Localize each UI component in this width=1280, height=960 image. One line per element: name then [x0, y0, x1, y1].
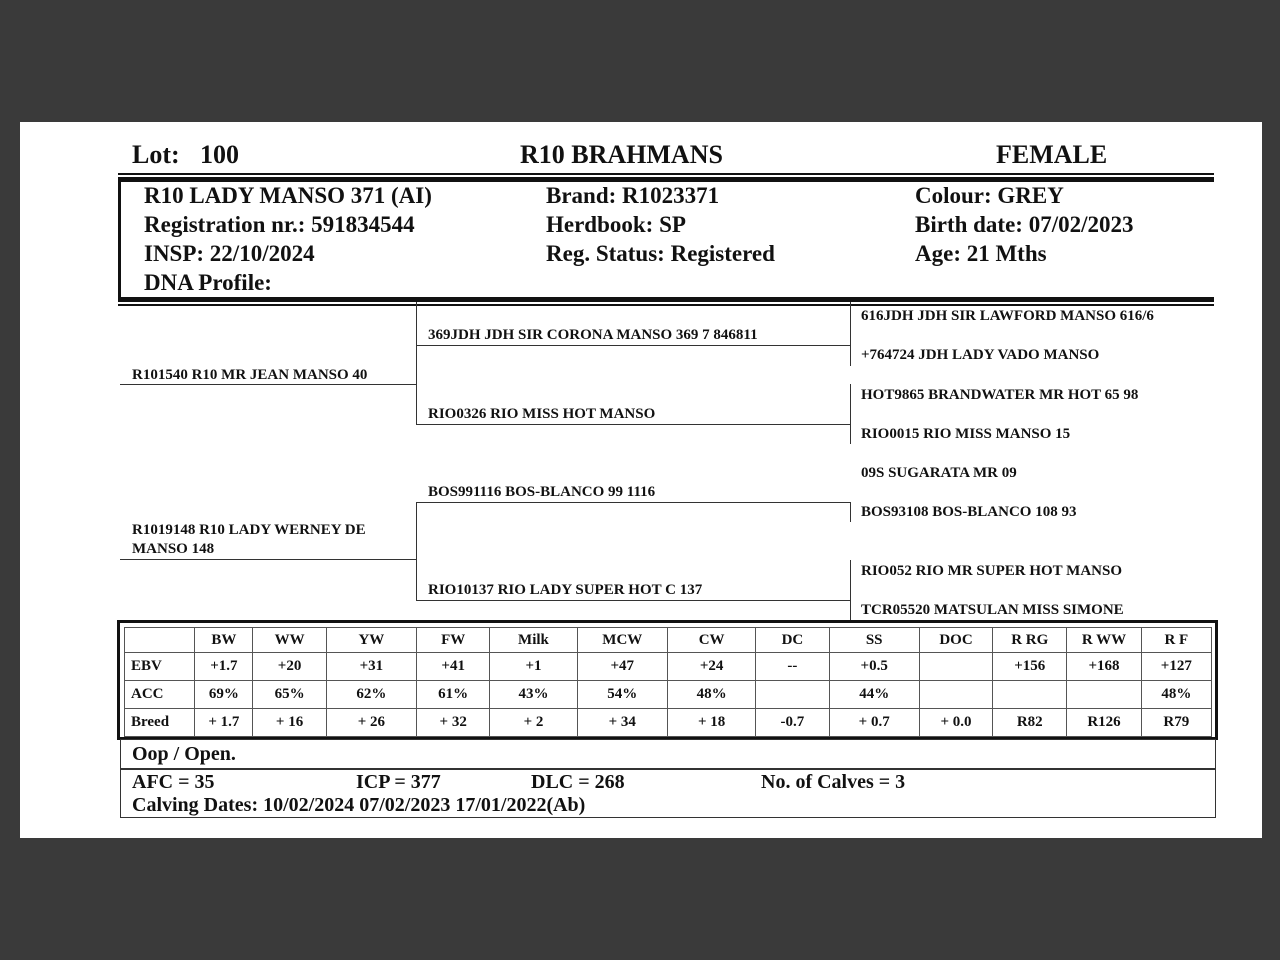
ggp-6: BOS93108 BOS-BLANCO 108 93	[861, 504, 1077, 520]
ebv-table	[124, 627, 1212, 737]
sire-name: R101540 R10 MR JEAN MANSO 40	[132, 367, 368, 383]
animal-name: R10 LADY MANSO 371 (AI)	[144, 183, 432, 208]
ebv-header-cell: SS	[829, 628, 919, 653]
ebv-header-cell: R WW	[1067, 628, 1141, 653]
ebv-row-label: Breed	[125, 709, 195, 737]
ebv-cell: + 1.7	[195, 709, 253, 737]
ebv-cell: + 2	[490, 709, 577, 737]
ebv-cell: 48%	[667, 681, 755, 709]
open-status: Oop / Open.	[132, 743, 236, 765]
sire-dam-line	[416, 424, 850, 425]
ebv-header-cell: BW	[195, 628, 253, 653]
ebv-cell: +156	[993, 653, 1067, 681]
ebv-cell: 62%	[326, 681, 416, 709]
herdbook: Herdbook: SP	[546, 212, 686, 237]
breeder-title: R10 BRAHMANS	[520, 140, 723, 169]
ebv-row	[125, 681, 1212, 709]
ebv-cell: 44%	[829, 681, 919, 709]
reg-status: Reg. Status: Registered	[546, 241, 775, 266]
ebv-cell: +20	[253, 653, 326, 681]
ggp-5: 09S SUGARATA MR 09	[861, 465, 1017, 481]
ebv-cell: +127	[1141, 653, 1211, 681]
ebv-cell: +31	[326, 653, 416, 681]
ebv-cell: +24	[667, 653, 755, 681]
ebv-header-cell	[125, 628, 195, 653]
ebv-cell: +0.5	[829, 653, 919, 681]
ggp-7: RIO052 RIO MR SUPER HOT MANSO	[861, 563, 1122, 579]
ebv-cell	[1067, 681, 1141, 709]
dna-profile: DNA Profile:	[144, 270, 272, 295]
info-rule-thick	[118, 297, 1214, 302]
calves-count: No. of Calves = 3	[761, 771, 906, 793]
ebv-cell: 69%	[195, 681, 253, 709]
ebv-cell: +41	[417, 653, 490, 681]
ebv-cell: + 16	[253, 709, 326, 737]
ebv-row-label: EBV	[125, 653, 195, 681]
ebv-cell	[919, 653, 992, 681]
ggp-2: +764724 JDH LADY VADO MANSO	[861, 347, 1100, 363]
sex-label: FEMALE	[996, 140, 1108, 169]
ggp-1: 616JDH JDH SIR LAWFORD MANSO 616/6	[861, 308, 1154, 324]
ebv-cell	[756, 681, 829, 709]
ebv-cell: R126	[1067, 709, 1141, 737]
registration-number: Registration nr.: 591834544	[144, 212, 415, 237]
ebv-cell: + 32	[417, 709, 490, 737]
afc-value: AFC = 35	[132, 771, 215, 793]
dam-dam-name: RIO10137 RIO LADY SUPER HOT C 137	[428, 582, 703, 598]
header-rule-thin	[118, 173, 1214, 175]
ggp-3: HOT9865 BRANDWATER MR HOT 65 98	[861, 387, 1139, 403]
ebv-cell	[993, 681, 1067, 709]
dam-sire-name: BOS991116 BOS-BLANCO 99 1116	[428, 484, 656, 500]
lot-card	[20, 122, 1262, 838]
info-rule-thin	[118, 304, 1214, 306]
ebv-cell	[919, 681, 992, 709]
ebv-cell: R79	[1141, 709, 1211, 737]
fertility-box	[120, 768, 1216, 818]
ggp-4: RIO0015 RIO MISS MANSO 15	[861, 426, 1071, 442]
status-box	[120, 739, 1216, 770]
ebv-header-cell: R RG	[993, 628, 1067, 653]
ebv-header-cell: MCW	[577, 628, 667, 653]
ebv-row-label: ACC	[125, 681, 195, 709]
sire-sire-name: 369JDH JDH SIR CORONA MANSO 369 7 846811	[428, 327, 758, 343]
ebv-cell: + 0.7	[829, 709, 919, 737]
ggp-bracket-2	[850, 384, 851, 444]
dam-bracket	[416, 502, 417, 600]
sire-dam-name: RIO0326 RIO MISS HOT MANSO	[428, 406, 656, 422]
ebv-cell: 54%	[577, 681, 667, 709]
ebv-cell: +1.7	[195, 653, 253, 681]
dam-name-line1: R1019148 R10 LADY WERNEY DE	[132, 522, 366, 538]
info-left-rule	[118, 182, 121, 297]
ebv-row	[125, 653, 1212, 681]
calving-dates: Calving Dates: 10/02/2024 07/02/2023 17/01/2022(Ab)	[132, 794, 586, 816]
ebv-header-cell: WW	[253, 628, 326, 653]
colour: Colour: GREY	[915, 183, 1064, 208]
ebv-cell: +1	[490, 653, 577, 681]
header-rule-thick	[118, 177, 1214, 182]
sire-line	[120, 384, 416, 385]
ggp-bracket-1	[850, 302, 851, 366]
ebv-cell: + 0.0	[919, 709, 992, 737]
ebv-cell: + 26	[326, 709, 416, 737]
sire-sire-line	[416, 345, 850, 346]
insp-date: INSP: 22/10/2024	[144, 241, 315, 266]
birth-date: Birth date: 07/02/2023	[915, 212, 1134, 237]
ebv-header-cell: FW	[417, 628, 490, 653]
dam-line	[120, 559, 416, 560]
ebv-cell: 65%	[253, 681, 326, 709]
ggp-bracket-4	[850, 560, 851, 622]
sire-bracket	[416, 302, 417, 424]
ebv-header-cell: R F	[1141, 628, 1211, 653]
ebv-cell: -0.7	[756, 709, 829, 737]
lot-label: Lot:	[132, 140, 180, 169]
ebv-header-row	[125, 628, 1212, 653]
ggp-bracket-3	[850, 502, 851, 522]
ebv-cell: +47	[577, 653, 667, 681]
ggp-8: TCR05520 MATSULAN MISS SIMONE	[861, 602, 1124, 618]
ebv-cell: + 18	[667, 709, 755, 737]
ebv-cell: --	[756, 653, 829, 681]
dam-sire-line	[416, 502, 850, 503]
dam-dam-line	[416, 600, 850, 601]
ebv-cell: 48%	[1141, 681, 1211, 709]
lot-number: 100	[200, 140, 239, 169]
dlc-value: DLC = 268	[531, 771, 625, 793]
ebv-cell: 43%	[490, 681, 577, 709]
ebv-cell: R82	[993, 709, 1067, 737]
dam-name-line2: MANSO 148	[132, 541, 215, 557]
age: Age: 21 Mths	[915, 241, 1047, 266]
ebv-cell: 61%	[417, 681, 490, 709]
brand: Brand: R1023371	[546, 183, 720, 208]
ebv-header-cell: DC	[756, 628, 829, 653]
icp-value: ICP = 377	[356, 771, 441, 793]
ebv-header-cell: Milk	[490, 628, 577, 653]
ebv-cell: + 34	[577, 709, 667, 737]
ebv-header-cell: DOC	[919, 628, 992, 653]
ebv-header-cell: YW	[326, 628, 416, 653]
ebv-cell: +168	[1067, 653, 1141, 681]
ebv-row	[125, 709, 1212, 737]
ebv-header-cell: CW	[667, 628, 755, 653]
